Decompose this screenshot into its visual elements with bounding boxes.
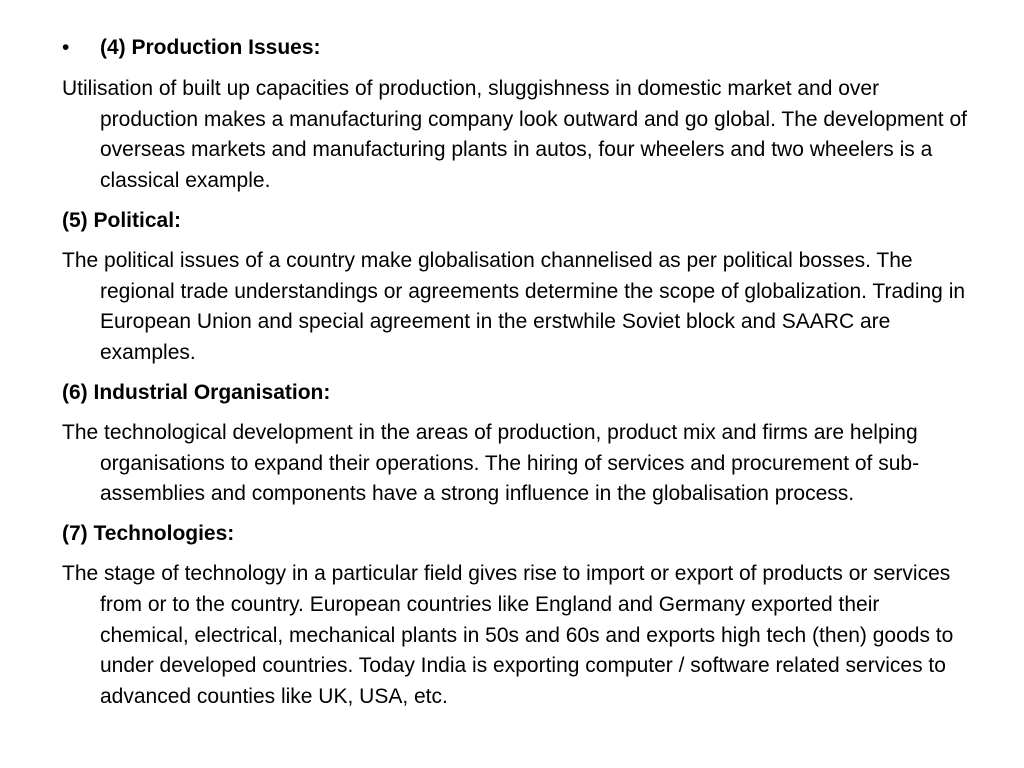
bullet-icon: • xyxy=(62,36,70,59)
section-heading: (6) Industrial Organisation: xyxy=(62,380,331,404)
section-body: The stage of technology in a particular field gives rise to import or export of products or services from or to the country. European countries like England and Germany exported their chemical, electrical, mechanical plants in 50s and 60s and exports high tech (then) goods to under developed countries. Today India is exporting computer / software related services to advanced counties like UK, USA, etc. xyxy=(62,561,954,709)
section-body: The technological development in the areas of production, product mix and firms are helping organisations to expand their operations. The hiring of services and procurement of sub-assemblies and components have a strong influence in the globalisation process. xyxy=(62,420,920,506)
section-body: Utilisation of built up capacities of production, sluggishness in domestic market and over production makes a manufacturing company look outward and go global. The development of overseas markets and manufacturing plants in autos, four wheelers and two wheelers is a classical example. xyxy=(62,76,967,193)
slide-body xyxy=(62,33,967,722)
section-heading: (4) Production Issues: xyxy=(100,36,321,59)
bullet-item xyxy=(62,33,967,64)
section-heading: (7) Technologies: xyxy=(62,522,235,546)
section-heading: (5) Political: xyxy=(62,208,182,232)
section-body: The political issues of a country make globalisation channelised as per political bosses. The regional trade understandings or agreements determine the scope of globalization. Trading in European Union and special agreement in the erstwhile Soviet block and SAARC are examples. xyxy=(62,248,966,365)
